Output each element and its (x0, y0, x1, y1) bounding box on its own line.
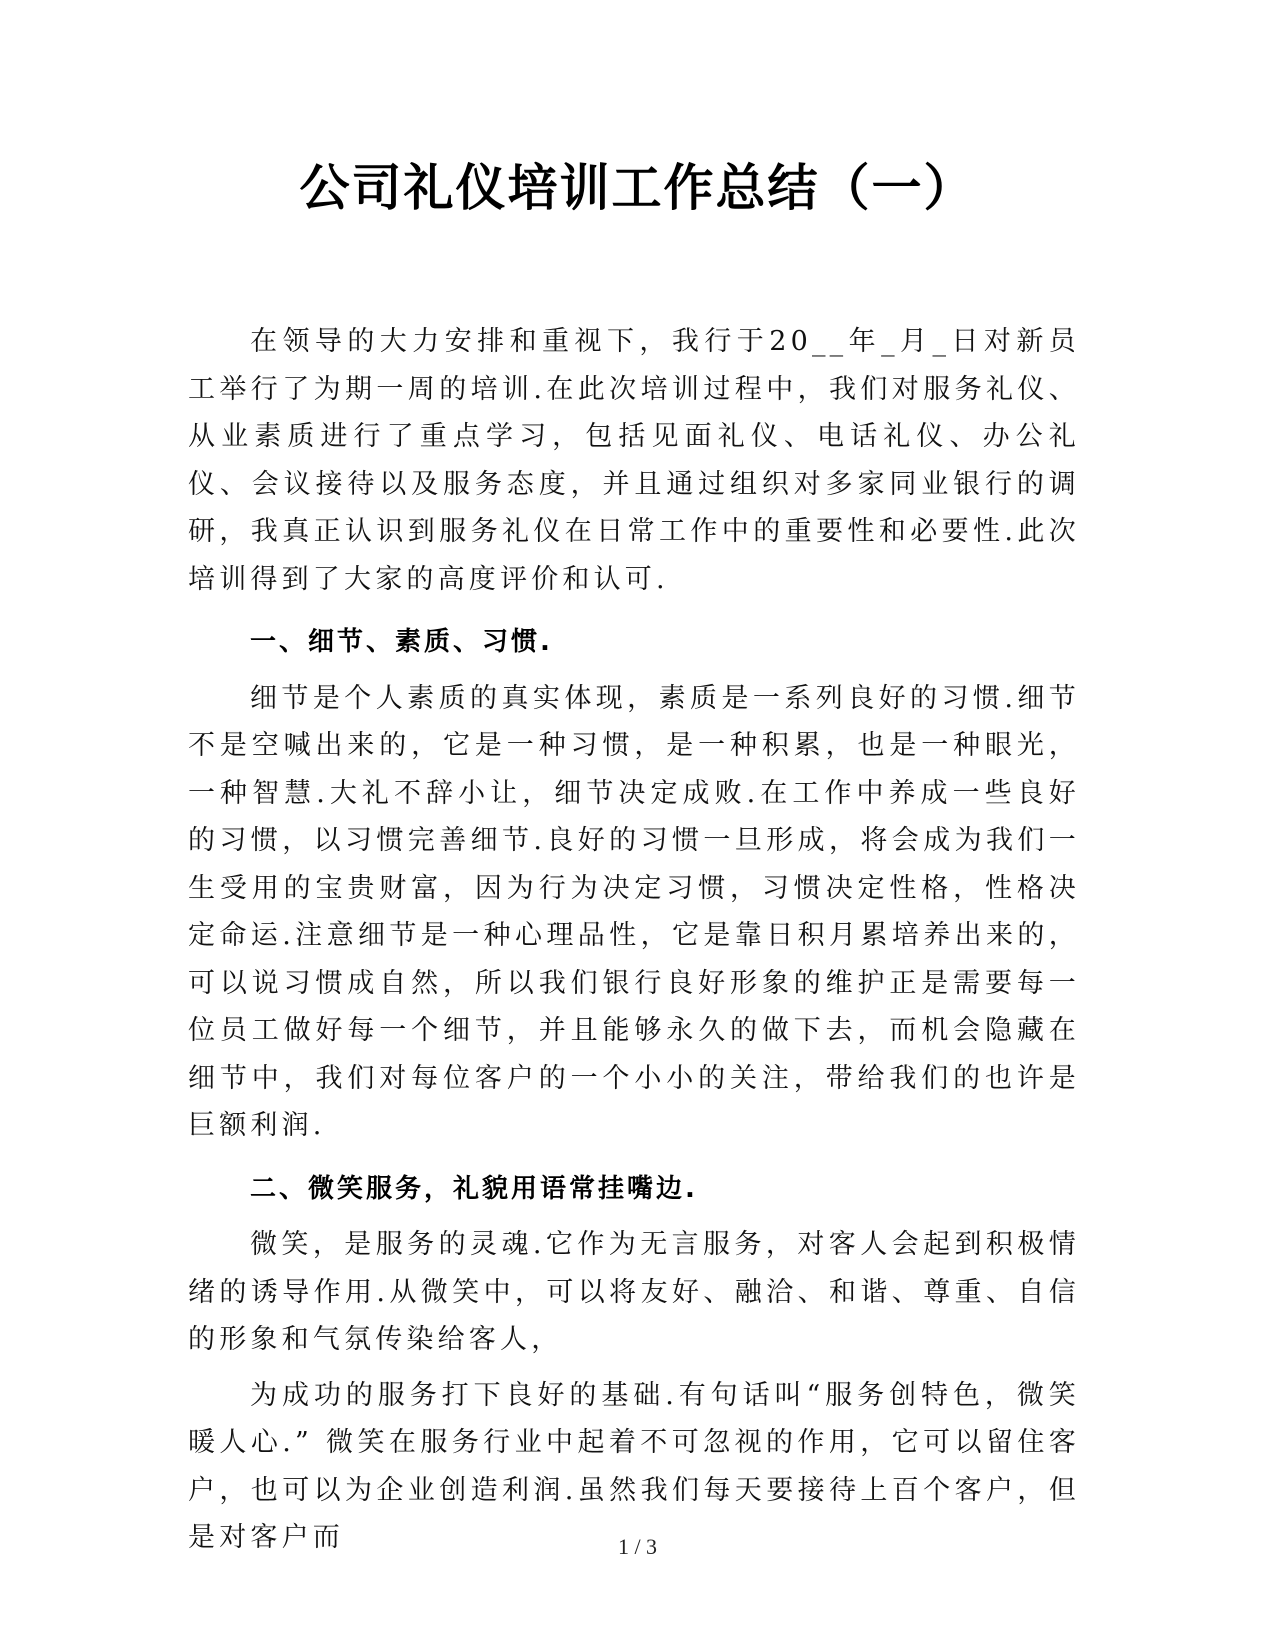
spacer (188, 1150, 1080, 1158)
spacer (188, 603, 1080, 611)
document-title: 公司礼仪培训工作总结（一） (299, 159, 976, 217)
paragraph-details: 细节是个人素质的真实体现，素质是一系列良好的习惯.细节不是空喊出来的，它是一种习惯，是一种积累，也是一种眼光，一种智慧.大礼不辞小让，细节决定成败.在工作中养成一些良好的习惯，以习惯完善细节.良好的习惯一旦形成，将会成为我们一生受用的宝贵财富，因为行为决定习惯，习惯决定性格，性格决定命运.注意细节是一种心理品性，它是靠日积月累培养出来的，可以说习惯成自然，所以我们银行良好形象的维护正是需要每一位员工做好每一个细节，并且能够永久的做下去，而机会隐藏在细节中，我们对每位客户的一个小小的关注，带给我们的也许是巨额利润. (188, 682, 1080, 1141)
spacer (188, 1364, 1080, 1372)
paragraph-smile: 微笑，是服务的灵魂.它作为无言服务，对客人会起到积极情绪的诱导作用.从微笑中，可以将友好、融洽、和谐、尊重、自信的形象和气氛传染给客人， (188, 1229, 1080, 1355)
page-number: 1 / 3 (617, 1534, 658, 1559)
section-heading-2: 二、微笑服务，礼貌用语常挂嘴边. (250, 1173, 698, 1204)
document-body (188, 318, 1080, 1562)
section-heading-1: 一、细节、素质、习惯. (250, 627, 553, 657)
paragraph-service: 为成功的服务打下良好的基础.有句话叫“服务创特色，微笑暖人心.” 微笑在服务行业中起着不可忽视的作用，它可以留住客户，也可以为企业创造利润.虽然我们每天要接待上百个客户，但是对客户而 (188, 1379, 1080, 1553)
paragraph-intro: 在领导的大力安排和重视下，我行于20__年_月_日对新员工举行了为期一周的培训.在此次培训过程中，我们对服务礼仪、从业素质进行了重点学习，包括见面礼仪、电话礼仪、办公礼仪、会议接待以及服务态度，并且通过组织对多家同业银行的调研，我真正认识到服务礼仪在日常工作中的重要性和必要性.此次培训得到了大家的高度评价和认可. (188, 326, 1080, 595)
